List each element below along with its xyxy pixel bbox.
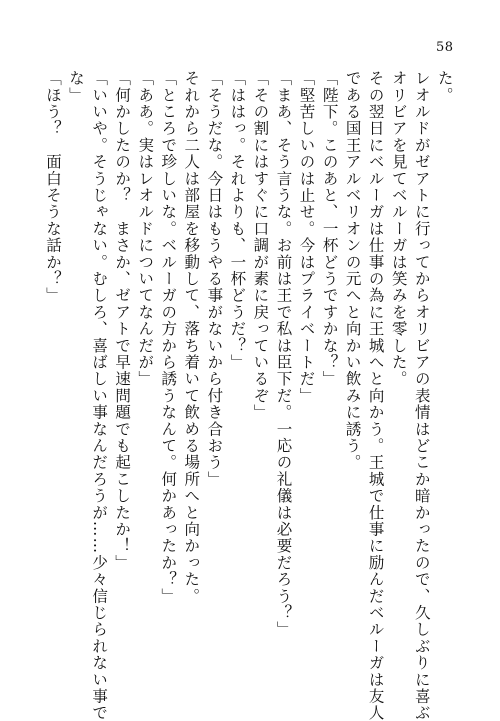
page-number: 58 bbox=[436, 40, 454, 55]
text-line: 「ところで珍しいな。ベルーガの方から誘うなんて。何かあったか？」 bbox=[159, 70, 178, 605]
text-line: 「ああ。実はレオルドについてなんだが」 bbox=[136, 70, 155, 388]
text-line: な」 bbox=[67, 70, 86, 104]
text-line: 「陛下。このあと、一杯どうですかな？」 bbox=[320, 70, 339, 388]
text-line: 「ははっ。それよりも、一杯どうだ？」 bbox=[228, 70, 247, 371]
text-line: 「堅苦しいのは止せ。今はプライベートだ」 bbox=[297, 70, 316, 404]
vertical-text-block bbox=[42, 70, 454, 721]
text-line: 「何かしたのか？ まさか、ゼアトで早速問題でも起こしたか！」 bbox=[113, 70, 132, 571]
text-line: 「いいや。そうじゃない。むしろ、喜ばしい事なんだろうが……少々信じられない事で bbox=[90, 70, 109, 721]
text-line: である国王アルベリオンの元へと向かい飲みに誘う。 bbox=[343, 70, 362, 471]
text-line: 「ほう？ 面白そうな話か？」 bbox=[44, 70, 62, 304]
text-line: その翌日にベルーガは仕事の為に王城へと向かう。王城で仕事に励んだベルーガは友人 bbox=[366, 70, 385, 721]
text-line: それから二人は部屋を移動して、落ち着いて飲める場所へと向かった。 bbox=[182, 70, 201, 605]
text-line: オリビアを見てベルーガは笑みを零した。 bbox=[389, 70, 408, 388]
text-line: 「まあ、そう言うな。お前は王で私は臣下だ。一応の礼儀は必要だろう？」 bbox=[274, 70, 293, 638]
text-line: レオルドがゼアトに行ってからオリビアの表情はどこか暗かったので、久しぶりに喜ぶ bbox=[412, 70, 431, 721]
text-line: 「そうだな。今日はもうやる事がないから付き合おう」 bbox=[205, 70, 224, 488]
text-line: 「その割にはすぐに口調が素に戻っているぞ」 bbox=[251, 70, 270, 421]
text-line: た。 bbox=[435, 70, 454, 104]
